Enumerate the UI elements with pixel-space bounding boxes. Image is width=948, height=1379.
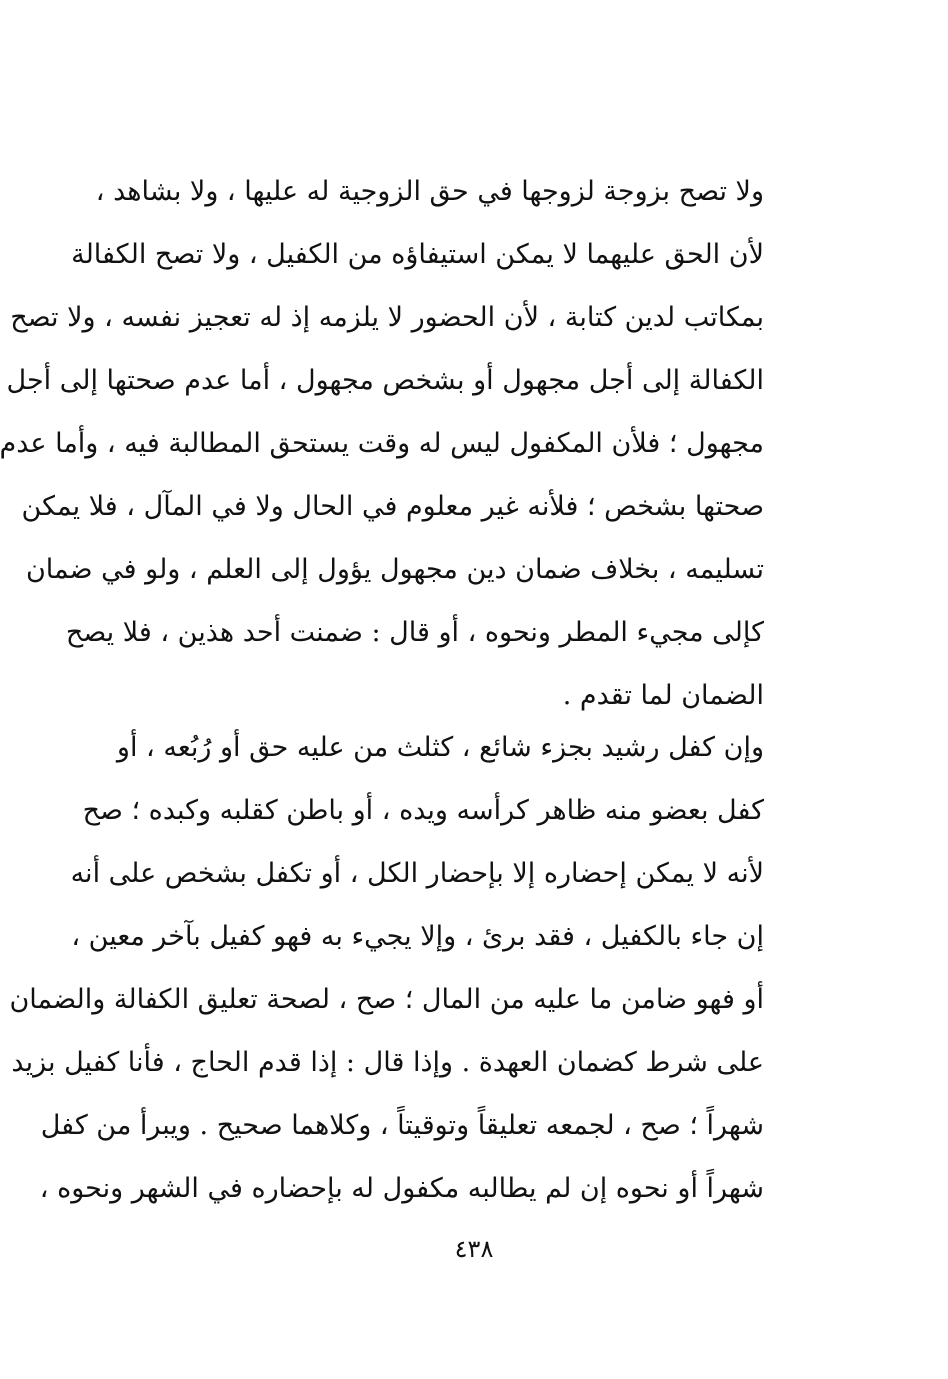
- text-line: بمكاتب لدين كتابة ، لأن الحضور لا يلزمه إذ له تعجيز نفسه ، ولا تصح: [10, 302, 764, 333]
- text-line: كإلى مجيء المطر ونحوه ، أو قال : ضمنت أحد هذين ، فلا يصح: [65, 617, 764, 648]
- text-line: لأنه لا يمكن إحضاره إلا بإحضار الكل ، أو تكفل بشخص على أنه: [70, 858, 764, 889]
- text-line: كفل بعضو منه ظاهر كرأسه ويده ، أو باطن كقلبه وكبده ؛ صح: [82, 795, 764, 826]
- text-line: شهراً ؛ صح ، لجمعه تعليقاً وتوقيتاً ، وكلاهما صحيح . ويبرأ من كفل: [40, 1110, 764, 1141]
- text-line: تسليمه ، بخلاف ضمان دين مجهول يؤول إلى العلم ، ولو في ضمان: [25, 554, 764, 585]
- text-line: إن جاء بالكفيل ، فقد برئ ، وإلا يجيء به فهو كفيل بآخر معين ،: [71, 921, 764, 952]
- paragraph: [9, 716, 764, 1220]
- text-line: الكفالة إلى أجل مجهول أو بشخص مجهول ، أما عدم صحتها إلى أجل: [6, 365, 764, 396]
- text-line: ولا تصح بزوجة لزوجها في حق الزوجية له عليها ، ولا بشاهد ،: [95, 176, 764, 207]
- text-line: أو فهو ضامن ما عليه من المال ؛ صح ، لصحة تعليق الكفالة والضمان: [9, 984, 764, 1015]
- text-line: على شرط كضمان العهدة . وإذا قال : إذا قدم الحاج ، فأنا كفيل بزيد: [11, 1047, 764, 1078]
- text-line: الضمان لما تقدم .: [562, 680, 764, 711]
- text-line: لأن الحق عليهما لا يمكن استيفاؤه من الكفيل ، ولا تصح الكفالة: [71, 239, 764, 270]
- text-line: مجهول ؛ فلأن المكفول ليس له وقت يستحق المطالبة فيه ، وأما عدم: [0, 428, 764, 459]
- paragraph: [0, 160, 764, 727]
- text-line: شهراً أو نحوه إن لم يطالبه مكفول له بإحضاره في الشهر ونحوه ،: [39, 1173, 764, 1204]
- page-number: ٤٣٨: [454, 1235, 494, 1263]
- text-line: صحتها بشخص ؛ فلأنه غير معلوم في الحال ولا في المآل ، فلا يمكن: [21, 491, 764, 522]
- text-line: وإن كفل رشيد بجزء شائع ، كثلث من عليه حق أو رُبُعه ، أو: [116, 732, 764, 763]
